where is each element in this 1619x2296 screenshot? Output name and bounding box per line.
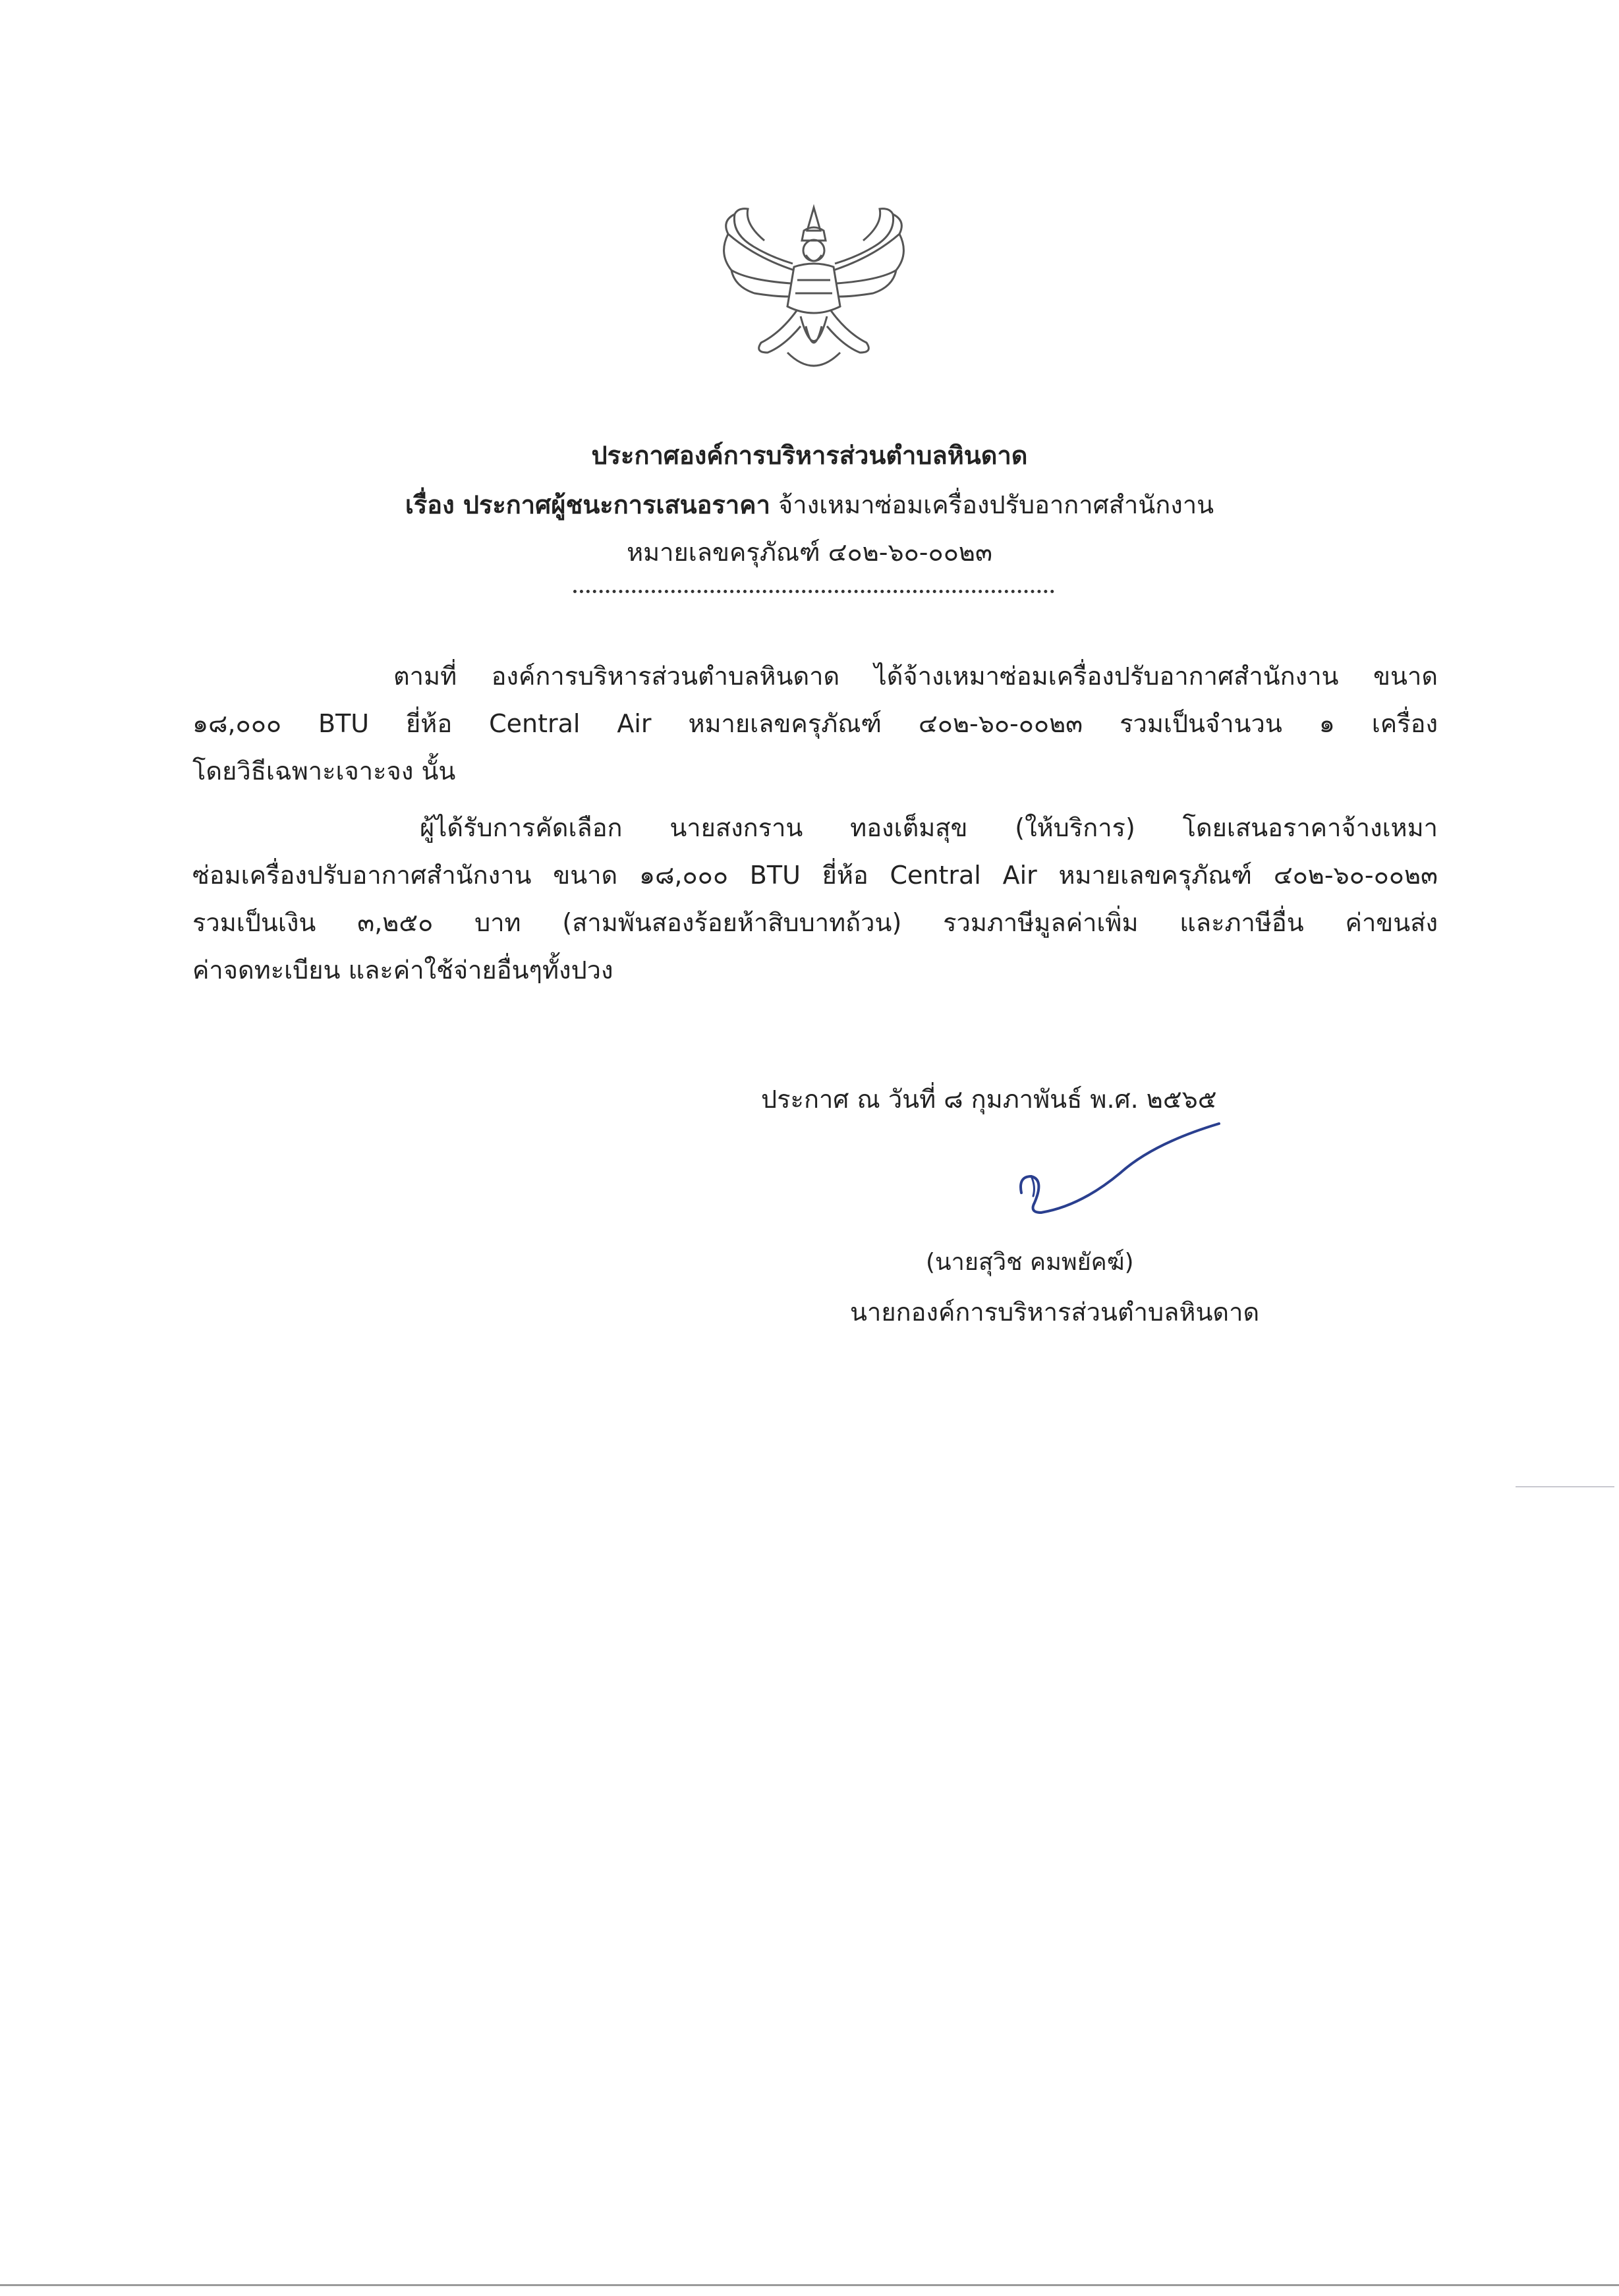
signatory-name: (นายสุวิช คมพยัคฆ์) xyxy=(926,1249,1134,1276)
paragraph-1 xyxy=(192,652,1438,795)
announcement-subject xyxy=(0,488,1619,522)
paragraph-1-line-3: โดยวิธีเฉพาะเจาะจง นั้น xyxy=(192,757,456,786)
paragraph-2-line-2: ซ่อมเครื่องปรับอากาศสำนักงาน ขนาด ๑๘,๐๐๐ BTU ยี่ห้อ Central Air หมายเลขครุภัณฑ์ ๔๐๒-๖๐-๐๐๒๓ xyxy=(192,861,1438,890)
paragraph-2 xyxy=(192,804,1438,994)
page-bottom-edge xyxy=(0,2284,1619,2286)
signatory-title: นายกองค์การบริหารส่วนตำบลหินดาด xyxy=(850,1298,1260,1327)
dotted-divider xyxy=(573,590,1054,593)
paragraph-1-line-1: ตามที่ องค์การบริหารส่วนตำบลหินดาด ได้จ้างเหมาซ่อมเครื่องปรับอากาศสำนักงาน ขนาด xyxy=(393,662,1438,691)
announcement-title: ประกาศองค์การบริหารส่วนตำบลหินดาด xyxy=(591,441,1028,470)
handwritten-signature-icon xyxy=(1002,1114,1239,1246)
subject-label: เรื่อง ประกาศผู้ชนะการเสนอราคา xyxy=(405,490,770,519)
garuda-emblem-icon xyxy=(708,194,919,386)
announcement-date: ประกาศ ณ วันที่ ๘ กุมภาพันธ์ พ.ศ. ๒๕๖๕ xyxy=(761,1085,1217,1114)
paragraph-2-line-3: รวมเป็นเงิน ๓,๒๕๐ บาท (สามพันสองร้อยห้าสิบบาทถ้วน) รวมภาษีมูลค่าเพิ่ม และภาษีอื่น ค่าขนส่ง xyxy=(192,908,1438,937)
asset-number-line: หมายเลขครุภัณฑ์ ๔๐๒-๖๐-๐๐๒๓ xyxy=(627,538,992,567)
subject-text: จ้างเหมาซ่อมเครื่องปรับอากาศสำนักงาน xyxy=(770,490,1214,519)
paragraph-2-line-1: ผู้ได้รับการคัดเลือก นายสงกราน ทองเต็มสุข (ให้บริการ) โดยเสนอราคาจ้างเหมา xyxy=(420,813,1438,842)
scan-artifact-line xyxy=(1516,1486,1614,1487)
paragraph-1-line-2: ๑๘,๐๐๐ BTU ยี่ห้อ Central Air หมายเลขครุภัณฑ์ ๔๐๒-๖๐-๐๐๒๓ รวมเป็นจำนวน ๑ เครื่อง xyxy=(192,709,1438,738)
paragraph-2-line-4: ค่าจดทะเบียน และค่าใช้จ่ายอื่นๆทั้งปวง xyxy=(192,956,613,985)
